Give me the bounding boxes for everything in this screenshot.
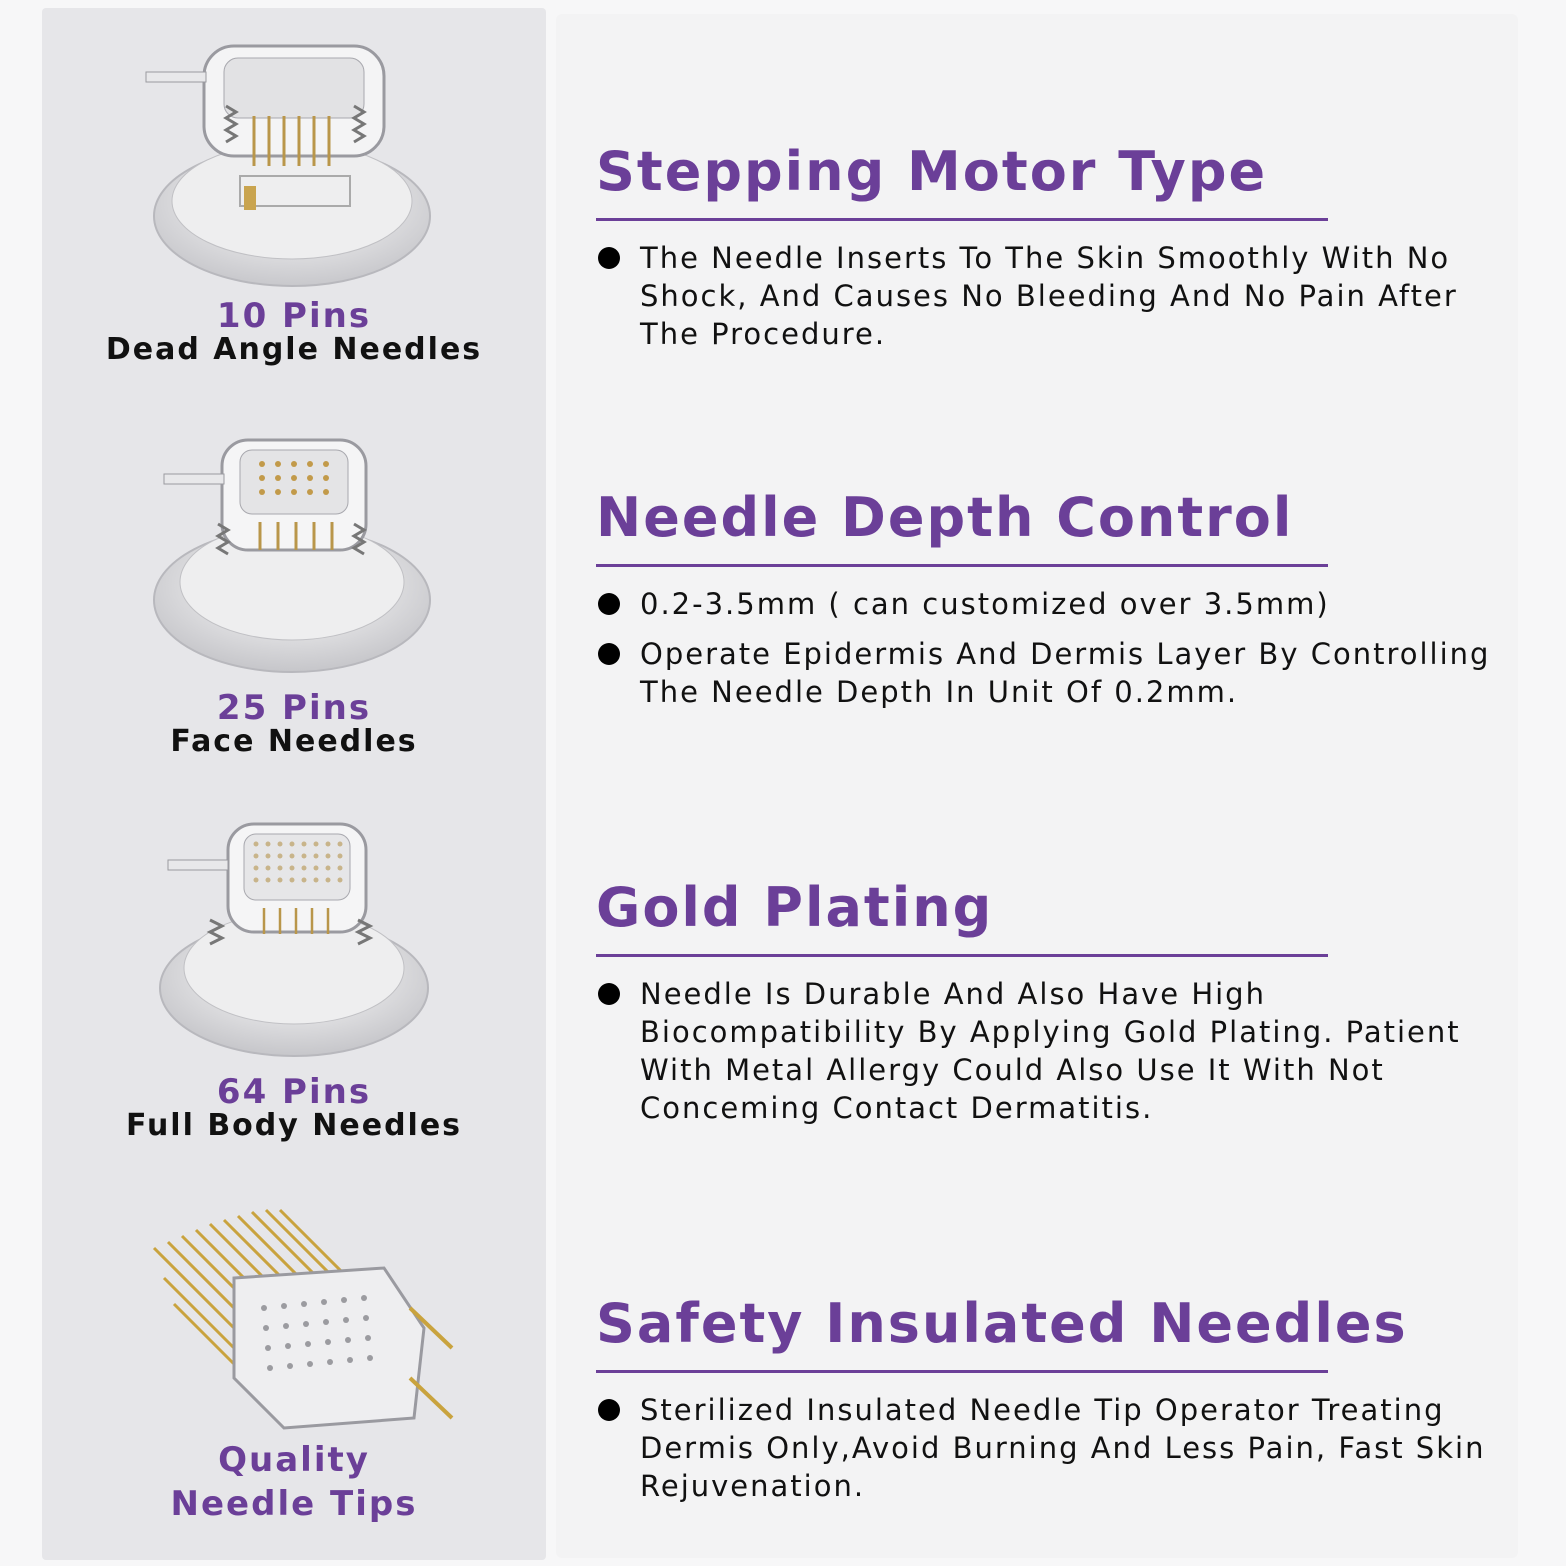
feature-bullets: [596, 585, 1496, 711]
product-count: 10 Pins: [216, 296, 372, 336]
product-25-pins: [42, 432, 546, 758]
product-count: 25 Pins: [216, 688, 372, 728]
product-name: Needle Tips: [170, 1484, 418, 1524]
feature-bullets: [596, 1391, 1496, 1505]
product-quality-needle-tips: [42, 1208, 546, 1526]
product-count: Quality: [218, 1440, 370, 1480]
feature-divider: [596, 564, 1328, 567]
bullet-icon: [598, 247, 620, 269]
feature-bullet: [596, 585, 1496, 623]
bullet-icon: [598, 1399, 620, 1421]
product-name: Full Body Needles: [125, 1108, 463, 1143]
product-name: Dead Angle Needles: [105, 332, 483, 367]
feature-title: Gold Plating: [596, 876, 994, 939]
feature-stepping-motor: [596, 140, 1496, 365]
bullet-text: 0.2-3.5mm ( can customized over 3.5mm): [640, 587, 1330, 621]
bullet-text: Operate Epidermis And Dermis Layer By Controlling The Needle Depth In Unit Of 0.2mm.: [640, 637, 1491, 709]
product-10-pins: [42, 36, 546, 366]
feature-gold-plating: [596, 876, 1496, 1139]
feature-bullet: [596, 975, 1496, 1127]
feature-title: Stepping Motor Type: [596, 140, 1268, 203]
feature-title: Needle Depth Control: [596, 486, 1294, 549]
product-64-pins: [42, 816, 546, 1142]
bullet-text: Sterilized Insulated Needle Tip Operator Treating Dermis Only,Avoid Burning And Less Pain, Fast Skin Rejuvenation.: [640, 1393, 1486, 1503]
feature-needle-depth: [596, 486, 1496, 723]
feature-bullet: [596, 635, 1496, 711]
feature-safety-insulated: [596, 1292, 1496, 1517]
needle-tips-image: [134, 1208, 454, 1434]
feature-bullets: [596, 239, 1496, 353]
needle-cartridge-25-pins-image: [144, 432, 444, 682]
bullet-icon: [598, 643, 620, 665]
feature-divider: [596, 954, 1328, 957]
product-name: Face Needles: [170, 724, 418, 759]
needle-cartridge-64-pins-image: [144, 816, 444, 1066]
bullet-text: The Needle Inserts To The Skin Smoothly With No Shock, And Causes No Bleeding And No Pain After The Procedure.: [640, 241, 1458, 351]
bullet-icon: [598, 983, 620, 1005]
feature-title: Safety Insulated Needles: [596, 1292, 1408, 1355]
needle-cartridge-10-pins-image: [144, 36, 444, 298]
bullet-text: Needle Is Durable And Also Have High Biocompatibility By Applying Gold Plating. Patient With Metal Allergy Could Also Use It With Not Conceming Contact Dermatitis.: [640, 977, 1461, 1125]
feature-bullet: [596, 239, 1496, 353]
feature-bullets: [596, 975, 1496, 1127]
bullet-icon: [598, 593, 620, 615]
product-count: 64 Pins: [216, 1072, 372, 1112]
feature-bullet: [596, 1391, 1496, 1505]
feature-divider: [596, 218, 1328, 221]
feature-divider: [596, 1370, 1328, 1373]
